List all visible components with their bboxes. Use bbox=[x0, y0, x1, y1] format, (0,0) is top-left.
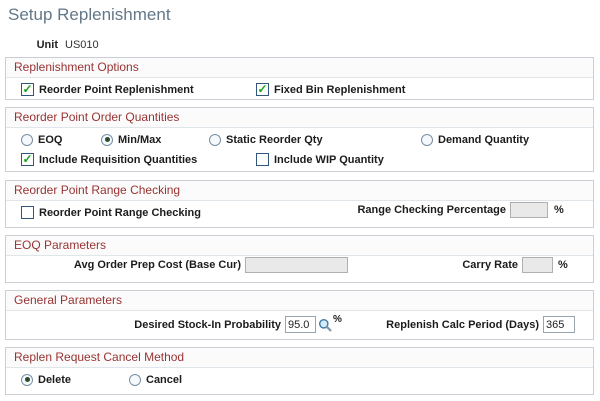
desired-stock-in-probability-input[interactable] bbox=[285, 316, 316, 333]
checkbox-include-wip-quantity[interactable] bbox=[256, 152, 384, 167]
checkbox-box[interactable] bbox=[21, 83, 34, 96]
range-checking-percentage-input bbox=[510, 202, 548, 218]
percent-sign: % bbox=[554, 204, 564, 216]
section-title-cancel-method: Replen Request Cancel Method bbox=[6, 348, 593, 368]
section-title-general-parameters: General Parameters bbox=[6, 291, 593, 311]
section-replenishment-options bbox=[5, 57, 594, 100]
field-label: Carry Rate bbox=[462, 259, 518, 271]
radio-button[interactable] bbox=[129, 374, 141, 386]
replenish-calc-period-input[interactable] bbox=[543, 316, 575, 333]
checkbox-box[interactable] bbox=[21, 206, 34, 219]
checkbox-label: Include Requisition Quantities bbox=[39, 153, 198, 166]
section-title-range-checking: Reorder Point Range Checking bbox=[6, 181, 593, 201]
unit-label: Unit bbox=[36, 39, 58, 51]
checkbox-box[interactable] bbox=[21, 153, 34, 166]
radio-button[interactable] bbox=[21, 374, 33, 386]
radio-label: Min/Max bbox=[118, 133, 162, 146]
radio-eoq[interactable] bbox=[21, 132, 62, 147]
field-label: Range Checking Percentage bbox=[357, 204, 506, 216]
carry-rate-input bbox=[522, 257, 553, 273]
percent-sign: % bbox=[558, 259, 568, 271]
lookup-magnifier-icon[interactable] bbox=[318, 318, 332, 332]
radio-delete[interactable] bbox=[21, 372, 71, 387]
radio-label: Demand Quantity bbox=[438, 133, 530, 146]
checkbox-reorder-point-range-checking[interactable] bbox=[21, 205, 201, 220]
percent-sign: % bbox=[333, 314, 342, 325]
field-desired-stock-in-probability bbox=[61, 316, 342, 333]
radio-button[interactable] bbox=[21, 134, 33, 146]
checkbox-label: Include WIP Quantity bbox=[274, 153, 384, 166]
field-label: Avg Order Prep Cost (Base Cur) bbox=[73, 259, 241, 271]
section-reorder-point-range-checking bbox=[5, 180, 594, 228]
section-title-replenishment-options: Replenishment Options bbox=[6, 58, 593, 78]
section-general-parameters bbox=[5, 290, 594, 340]
radio-cancel[interactable] bbox=[129, 372, 182, 387]
checkbox-box[interactable] bbox=[256, 153, 269, 166]
radio-button[interactable] bbox=[421, 134, 433, 146]
section-reorder-point-order-quantities bbox=[5, 107, 594, 172]
section-eoq-parameters bbox=[5, 235, 594, 283]
radio-label: Delete bbox=[38, 373, 72, 386]
field-label: Desired Stock-In Probability bbox=[134, 318, 281, 331]
unit-value: US010 bbox=[65, 39, 99, 51]
radio-label: EOQ bbox=[38, 133, 63, 146]
section-title-order-quantities: Reorder Point Order Quantities bbox=[6, 108, 593, 128]
field-avg-order-prep-cost bbox=[31, 257, 348, 273]
field-carry-rate bbox=[426, 257, 568, 273]
checkbox-box[interactable] bbox=[256, 83, 269, 96]
radio-button[interactable] bbox=[101, 134, 113, 146]
field-range-checking-percentage bbox=[301, 202, 564, 218]
checkbox-label: Fixed Bin Replenishment bbox=[274, 83, 406, 96]
avg-order-prep-cost-input bbox=[245, 257, 348, 273]
radio-label: Cancel bbox=[146, 373, 183, 386]
field-replenish-calc-period bbox=[376, 316, 575, 333]
checkbox-fixed-bin-replenishment[interactable] bbox=[256, 82, 405, 97]
radio-button[interactable] bbox=[209, 134, 221, 146]
field-label: Replenish Calc Period (Days) bbox=[386, 318, 539, 331]
checkbox-label: Reorder Point Replenishment bbox=[39, 83, 194, 96]
section-title-eoq-parameters: EOQ Parameters bbox=[6, 236, 593, 256]
checkbox-reorder-point-replenishment[interactable] bbox=[21, 82, 194, 97]
section-replen-request-cancel-method bbox=[5, 347, 594, 395]
page-title: Setup Replenishment bbox=[8, 5, 171, 24]
radio-label: Static Reorder Qty bbox=[226, 133, 323, 146]
checkbox-label: Reorder Point Range Checking bbox=[39, 206, 201, 219]
radio-min-max[interactable] bbox=[101, 132, 161, 147]
radio-static-reorder-qty[interactable] bbox=[209, 132, 323, 147]
checkbox-include-requisition-quantities[interactable] bbox=[21, 152, 197, 167]
radio-demand-quantity[interactable] bbox=[421, 132, 529, 147]
